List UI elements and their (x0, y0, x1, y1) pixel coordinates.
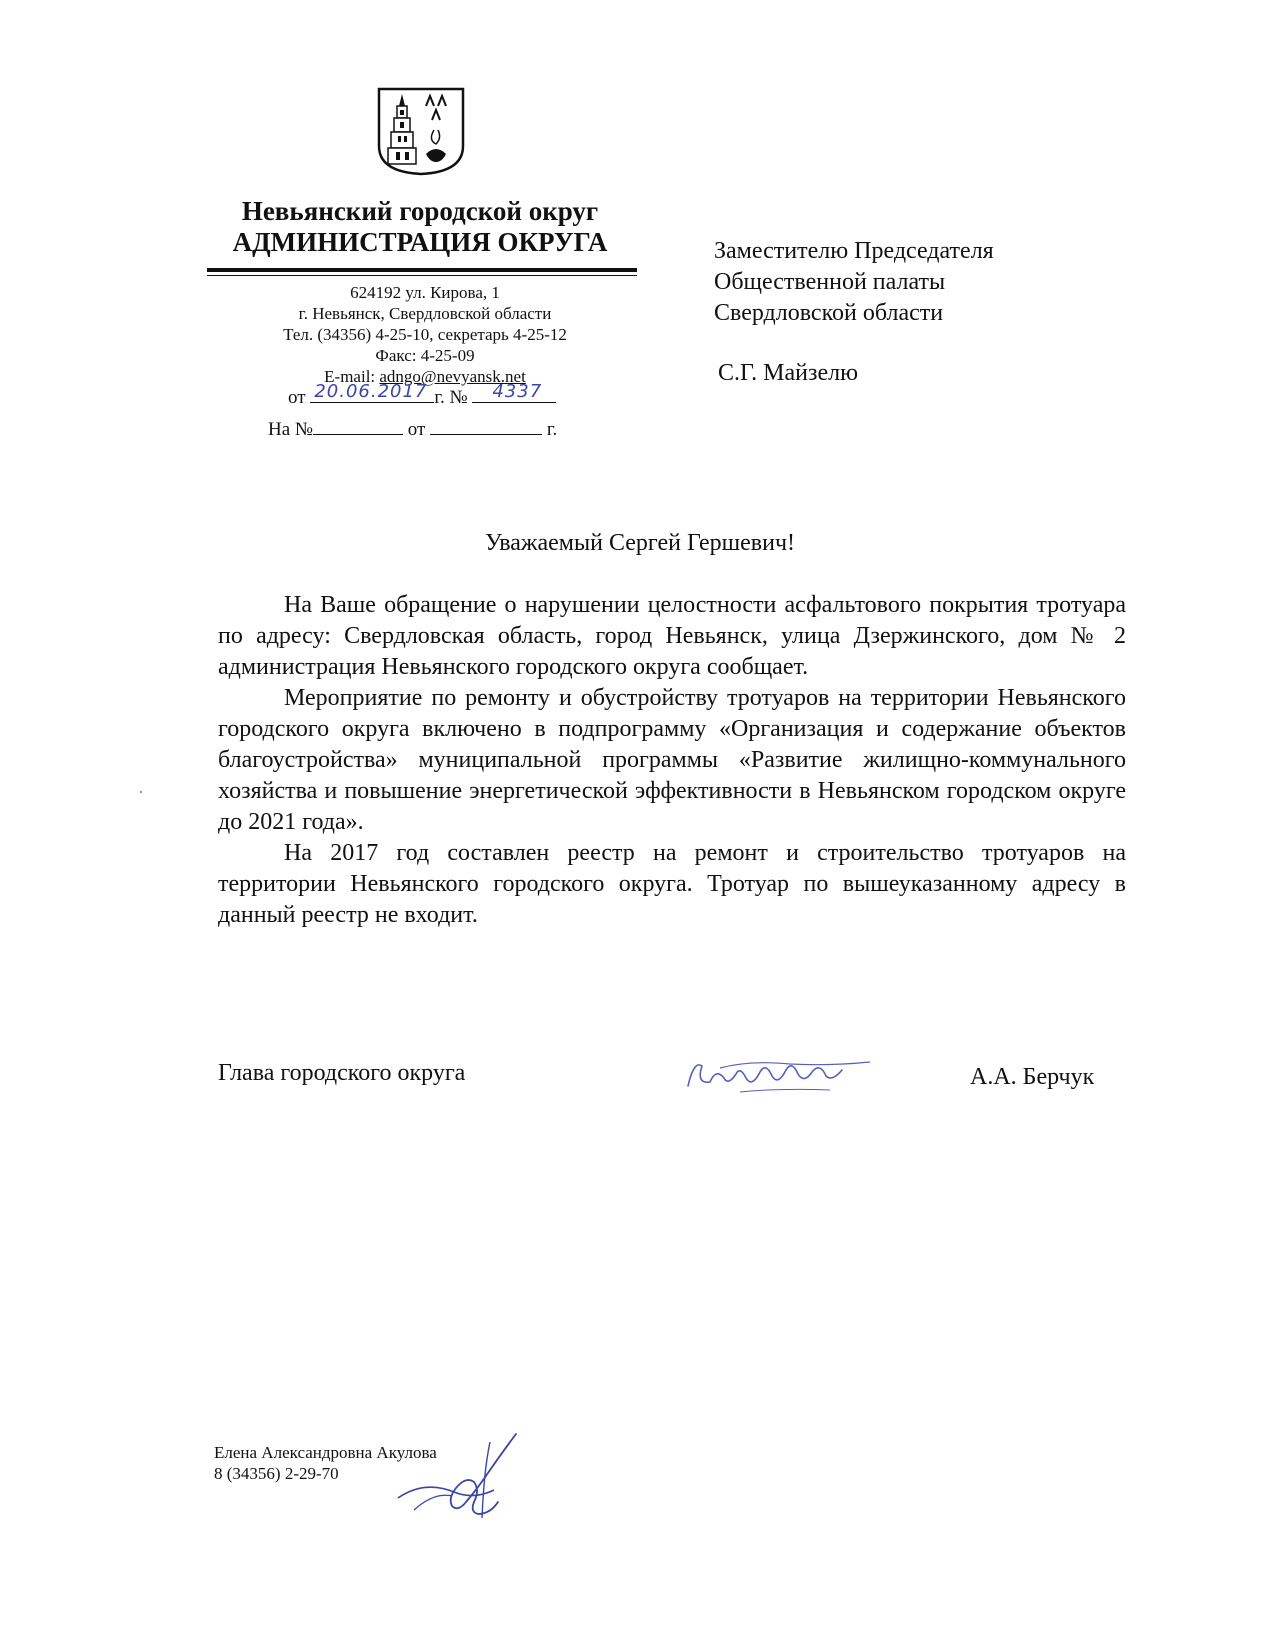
paragraph: На Ваше обращение о нарушении целостности асфальтового покрытия тротуара по адресу: Свердловская область, город Невьянск, улица Дзержинского, дом № 2 администрация Невьянского городского округа сообщает. (218, 592, 1126, 680)
reg-date-field (310, 381, 434, 403)
city-line: г. Невьянск, Свердловской области (298, 304, 552, 323)
reg-number: 4337 (492, 381, 543, 402)
reply-line (268, 418, 688, 441)
handwritten-signature (680, 1048, 880, 1098)
reg-from-label: от (288, 387, 306, 408)
fax-line: Факс: 4-25-09 (375, 346, 475, 365)
greeting: Уважаемый Сергей Гершевич! (484, 530, 796, 556)
reply-from-label: от (407, 419, 426, 440)
org-contacts (210, 282, 640, 387)
reg-year-suffix: г. № (434, 387, 468, 408)
organization-header (200, 196, 640, 258)
email-label: E-mail: (324, 367, 380, 386)
recipient-name: С.Г. Майзелю (718, 360, 859, 386)
registration-line (288, 381, 708, 409)
email-link[interactable]: adngo@nevyansk.net (379, 367, 526, 386)
address-line: 624192 ул. Кирова, 1 (350, 283, 500, 302)
header-divider-thin (207, 275, 637, 276)
header-divider-thick (207, 268, 637, 272)
nevyansk-coat-of-arms-icon (376, 86, 466, 176)
recipient-line: Заместителю Председателя (714, 238, 994, 264)
org-title: Невьянский городской округ (241, 196, 599, 226)
executor-initials-signature (394, 1430, 524, 1522)
reply-no-field (313, 418, 403, 435)
executor-name: Елена Александровна Акулова (214, 1443, 437, 1462)
org-subtitle: АДМИНИСТРАЦИЯ ОКРУГА (232, 227, 608, 257)
executor-phone: 8 (34356) 2-29-70 (214, 1464, 339, 1483)
recipient-line: Свердловской области (714, 300, 944, 326)
reg-date: 20.06.2017 (314, 381, 428, 402)
paragraph: На 2017 год составлен реестр на ремонт и строительство тротуаров на территории Невьянского городского округа. Тротуар по вышеуказанному адресу в данный реестр не входит. (218, 840, 1126, 928)
phone-line: Тел. (34356) 4-25-10, секретарь 4-25-12 (283, 325, 567, 344)
reg-number-field (472, 381, 556, 403)
signer-name: А.А. Берчук (970, 1064, 1095, 1090)
reply-date-field (430, 418, 542, 435)
recipient-block (714, 236, 1114, 329)
signer-title: Глава городского округа (218, 1060, 466, 1086)
scan-speck (140, 791, 142, 793)
letter-body (218, 590, 1126, 931)
reply-no-label: На № (268, 419, 314, 440)
paragraph: Мероприятие по ремонту и обустройству тротуаров на территории Невьянского городского округа включено в подпрограмму «Организация и содержание объектов благоустройства» муниципальной программы «Развитие жилищно-коммунального хозяйства и повышение энергетической эффективности в Невьянском городском округе до 2021 года». (218, 685, 1126, 835)
recipient-line: Общественной палаты (714, 269, 946, 295)
reply-year-suffix: г. (546, 419, 558, 440)
